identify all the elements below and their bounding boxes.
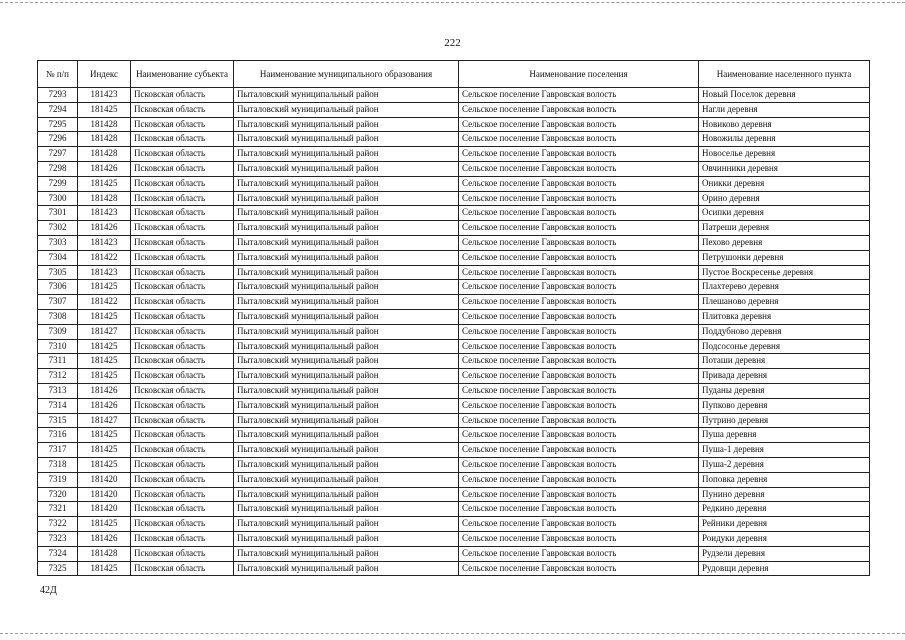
cell-settlement: Сельское поселение Гавровская волость bbox=[459, 443, 699, 458]
cell-index: 181427 bbox=[78, 324, 131, 339]
cell-municipality: Пыталовский муниципальный район bbox=[234, 88, 459, 103]
cell-num: 7325 bbox=[38, 561, 78, 576]
cell-index: 181422 bbox=[78, 250, 131, 265]
cell-settlement: Сельское поселение Гавровская волость bbox=[459, 235, 699, 250]
cell-index: 181426 bbox=[78, 161, 131, 176]
table-row bbox=[38, 147, 870, 162]
cell-subject: Псковская область bbox=[131, 147, 234, 162]
cell-place: Петрушонки деревня bbox=[699, 250, 870, 265]
cell-num: 7320 bbox=[38, 487, 78, 502]
cell-index: 181425 bbox=[78, 428, 131, 443]
cell-place: Овчинники деревня bbox=[699, 161, 870, 176]
cell-settlement: Сельское поселение Гавровская волость bbox=[459, 457, 699, 472]
cell-index: 181425 bbox=[78, 102, 131, 117]
cell-place: Рейники деревня bbox=[699, 517, 870, 532]
cell-municipality: Пыталовский муниципальный район bbox=[234, 206, 459, 221]
cell-index: 181425 bbox=[78, 309, 131, 324]
cell-place: Орино деревня bbox=[699, 191, 870, 206]
cell-place: Оникки деревня bbox=[699, 176, 870, 191]
cell-settlement: Сельское поселение Гавровская волость bbox=[459, 369, 699, 384]
table-row bbox=[38, 161, 870, 176]
cell-num: 7313 bbox=[38, 383, 78, 398]
cell-subject: Псковская область bbox=[131, 531, 234, 546]
cell-settlement: Сельское поселение Гавровская волость bbox=[459, 161, 699, 176]
cell-settlement: Сельское поселение Гавровская волость bbox=[459, 428, 699, 443]
cell-settlement: Сельское поселение Гавровская волость bbox=[459, 502, 699, 517]
cell-place: Пуша-1 деревня bbox=[699, 443, 870, 458]
cell-num: 7295 bbox=[38, 117, 78, 132]
cell-municipality: Пыталовский муниципальный район bbox=[234, 221, 459, 236]
cell-index: 181425 bbox=[78, 369, 131, 384]
cell-settlement: Сельское поселение Гавровская волость bbox=[459, 383, 699, 398]
cell-municipality: Пыталовский муниципальный район bbox=[234, 472, 459, 487]
cell-index: 181428 bbox=[78, 132, 131, 147]
cell-index: 181427 bbox=[78, 413, 131, 428]
cell-subject: Псковская область bbox=[131, 102, 234, 117]
cell-municipality: Пыталовский муниципальный район bbox=[234, 147, 459, 162]
table-row bbox=[38, 265, 870, 280]
cell-municipality: Пыталовский муниципальный район bbox=[234, 339, 459, 354]
cell-subject: Псковская область bbox=[131, 443, 234, 458]
cell-num: 7306 bbox=[38, 280, 78, 295]
cell-settlement: Сельское поселение Гавровская волость bbox=[459, 398, 699, 413]
cell-num: 7323 bbox=[38, 531, 78, 546]
cell-place: Пехово деревня bbox=[699, 235, 870, 250]
settlements-table bbox=[37, 60, 870, 576]
cell-municipality: Пыталовский муниципальный район bbox=[234, 132, 459, 147]
cell-municipality: Пыталовский муниципальный район bbox=[234, 383, 459, 398]
cell-index: 181425 bbox=[78, 354, 131, 369]
cell-municipality: Пыталовский муниципальный район bbox=[234, 413, 459, 428]
cell-num: 7302 bbox=[38, 221, 78, 236]
table-row bbox=[38, 250, 870, 265]
cell-place: Редкино деревня bbox=[699, 502, 870, 517]
cell-settlement: Сельское поселение Гавровская волость bbox=[459, 221, 699, 236]
cell-place: Новый Поселок деревня bbox=[699, 88, 870, 103]
cell-settlement: Сельское поселение Гавровская волость bbox=[459, 413, 699, 428]
cell-municipality: Пыталовский муниципальный район bbox=[234, 546, 459, 561]
cell-settlement: Сельское поселение Гавровская волость bbox=[459, 147, 699, 162]
table-row bbox=[38, 235, 870, 250]
cell-settlement: Сельское поселение Гавровская волость bbox=[459, 324, 699, 339]
cell-num: 7318 bbox=[38, 457, 78, 472]
header-subject: Наименование субъекта bbox=[131, 61, 234, 88]
cell-index: 181428 bbox=[78, 117, 131, 132]
table-row bbox=[38, 531, 870, 546]
cell-num: 7312 bbox=[38, 369, 78, 384]
cell-subject: Псковская область bbox=[131, 191, 234, 206]
cell-place: Пуданы деревня bbox=[699, 383, 870, 398]
cell-municipality: Пыталовский муниципальный район bbox=[234, 531, 459, 546]
cell-index: 181425 bbox=[78, 561, 131, 576]
table-row bbox=[38, 487, 870, 502]
cell-place: Роидуки деревня bbox=[699, 531, 870, 546]
cell-place: Плешаново деревня bbox=[699, 295, 870, 310]
cell-place: Путрино деревня bbox=[699, 413, 870, 428]
table-row bbox=[38, 117, 870, 132]
cell-municipality: Пыталовский муниципальный район bbox=[234, 354, 459, 369]
table-row bbox=[38, 206, 870, 221]
cell-num: 7296 bbox=[38, 132, 78, 147]
table-row bbox=[38, 428, 870, 443]
cell-place: Пустое Воскресенье деревня bbox=[699, 265, 870, 280]
scan-bottom-edge bbox=[0, 633, 905, 634]
cell-place: Поповка деревня bbox=[699, 472, 870, 487]
table-row bbox=[38, 502, 870, 517]
cell-subject: Псковская область bbox=[131, 176, 234, 191]
cell-place: Рудовщи деревня bbox=[699, 561, 870, 576]
cell-subject: Псковская область bbox=[131, 472, 234, 487]
cell-index: 181426 bbox=[78, 531, 131, 546]
cell-municipality: Пыталовский муниципальный район bbox=[234, 502, 459, 517]
header-municipality: Наименование муниципального образования bbox=[234, 61, 459, 88]
cell-subject: Псковская область bbox=[131, 235, 234, 250]
cell-num: 7315 bbox=[38, 413, 78, 428]
cell-settlement: Сельское поселение Гавровская волость bbox=[459, 295, 699, 310]
cell-municipality: Пыталовский муниципальный район bbox=[234, 176, 459, 191]
cell-subject: Псковская область bbox=[131, 546, 234, 561]
cell-place: Патреши деревня bbox=[699, 221, 870, 236]
cell-place: Новоселье деревня bbox=[699, 147, 870, 162]
cell-subject: Псковская область bbox=[131, 369, 234, 384]
cell-settlement: Сельское поселение Гавровская волость bbox=[459, 132, 699, 147]
cell-num: 7322 bbox=[38, 517, 78, 532]
table-row bbox=[38, 383, 870, 398]
cell-index: 181425 bbox=[78, 443, 131, 458]
cell-settlement: Сельское поселение Гавровская волость bbox=[459, 561, 699, 576]
cell-subject: Псковская область bbox=[131, 487, 234, 502]
cell-subject: Псковская область bbox=[131, 280, 234, 295]
cell-index: 181425 bbox=[78, 457, 131, 472]
cell-place: Новожилы деревня bbox=[699, 132, 870, 147]
cell-index: 181428 bbox=[78, 147, 131, 162]
cell-settlement: Сельское поселение Гавровская волость bbox=[459, 517, 699, 532]
header-num: № п/п bbox=[38, 61, 78, 88]
table-row bbox=[38, 339, 870, 354]
cell-settlement: Сельское поселение Гавровская волость bbox=[459, 531, 699, 546]
cell-municipality: Пыталовский муниципальный район bbox=[234, 295, 459, 310]
table-row bbox=[38, 398, 870, 413]
cell-place: Пуша-2 деревня bbox=[699, 457, 870, 472]
cell-subject: Псковская область bbox=[131, 117, 234, 132]
cell-subject: Псковская область bbox=[131, 221, 234, 236]
cell-num: 7307 bbox=[38, 295, 78, 310]
cell-num: 7314 bbox=[38, 398, 78, 413]
cell-num: 7305 bbox=[38, 265, 78, 280]
cell-settlement: Сельское поселение Гавровская волость bbox=[459, 191, 699, 206]
cell-index: 181423 bbox=[78, 206, 131, 221]
cell-num: 7316 bbox=[38, 428, 78, 443]
cell-settlement: Сельское поселение Гавровская волость bbox=[459, 354, 699, 369]
table-row bbox=[38, 369, 870, 384]
cell-municipality: Пыталовский муниципальный район bbox=[234, 457, 459, 472]
cell-subject: Псковская область bbox=[131, 206, 234, 221]
cell-settlement: Сельское поселение Гавровская волость bbox=[459, 176, 699, 191]
cell-num: 7303 bbox=[38, 235, 78, 250]
header-place: Наименование населенного пункта bbox=[699, 61, 870, 88]
footer-code: 42Д bbox=[40, 585, 57, 596]
cell-num: 7311 bbox=[38, 354, 78, 369]
cell-settlement: Сельское поселение Гавровская волость bbox=[459, 265, 699, 280]
cell-place: Пунино деревня bbox=[699, 487, 870, 502]
cell-municipality: Пыталовский муниципальный район bbox=[234, 102, 459, 117]
cell-place: Пуша деревня bbox=[699, 428, 870, 443]
cell-place: Поддубново деревня bbox=[699, 324, 870, 339]
cell-municipality: Пыталовский муниципальный район bbox=[234, 235, 459, 250]
cell-index: 181423 bbox=[78, 235, 131, 250]
cell-subject: Псковская область bbox=[131, 88, 234, 103]
table-row bbox=[38, 457, 870, 472]
cell-place: Подсосонье деревня bbox=[699, 339, 870, 354]
table-row bbox=[38, 132, 870, 147]
cell-index: 181428 bbox=[78, 546, 131, 561]
cell-subject: Псковская область bbox=[131, 398, 234, 413]
table-row bbox=[38, 413, 870, 428]
cell-index: 181420 bbox=[78, 472, 131, 487]
cell-municipality: Пыталовский муниципальный район bbox=[234, 324, 459, 339]
cell-subject: Псковская область bbox=[131, 324, 234, 339]
cell-subject: Псковская область bbox=[131, 250, 234, 265]
cell-subject: Псковская область bbox=[131, 457, 234, 472]
cell-settlement: Сельское поселение Гавровская волость bbox=[459, 88, 699, 103]
cell-settlement: Сельское поселение Гавровская волость bbox=[459, 117, 699, 132]
cell-num: 7298 bbox=[38, 161, 78, 176]
cell-place: Нагли деревня bbox=[699, 102, 870, 117]
cell-num: 7304 bbox=[38, 250, 78, 265]
cell-index: 181425 bbox=[78, 339, 131, 354]
cell-num: 7324 bbox=[38, 546, 78, 561]
cell-municipality: Пыталовский муниципальный район bbox=[234, 280, 459, 295]
table-row bbox=[38, 546, 870, 561]
cell-subject: Псковская область bbox=[131, 339, 234, 354]
cell-subject: Псковская область bbox=[131, 295, 234, 310]
cell-municipality: Пыталовский муниципальный район bbox=[234, 398, 459, 413]
header-settlement: Наименование поселения bbox=[459, 61, 699, 88]
cell-settlement: Сельское поселение Гавровская волость bbox=[459, 280, 699, 295]
cell-num: 7300 bbox=[38, 191, 78, 206]
cell-index: 181423 bbox=[78, 88, 131, 103]
cell-settlement: Сельское поселение Гавровская волость bbox=[459, 206, 699, 221]
table-row bbox=[38, 280, 870, 295]
cell-num: 7299 bbox=[38, 176, 78, 191]
cell-place: Осипки деревня bbox=[699, 206, 870, 221]
cell-subject: Псковская область bbox=[131, 561, 234, 576]
cell-municipality: Пыталовский муниципальный район bbox=[234, 117, 459, 132]
cell-place: Пупково деревня bbox=[699, 398, 870, 413]
cell-place: Плитовка деревня bbox=[699, 309, 870, 324]
cell-index: 181425 bbox=[78, 517, 131, 532]
cell-index: 181425 bbox=[78, 176, 131, 191]
table-header bbox=[38, 61, 870, 88]
cell-settlement: Сельское поселение Гавровская волость bbox=[459, 546, 699, 561]
cell-settlement: Сельское поселение Гавровская волость bbox=[459, 487, 699, 502]
table-row bbox=[38, 354, 870, 369]
table-row bbox=[38, 221, 870, 236]
cell-subject: Псковская область bbox=[131, 265, 234, 280]
cell-num: 7319 bbox=[38, 472, 78, 487]
cell-num: 7293 bbox=[38, 88, 78, 103]
cell-place: Поташи деревня bbox=[699, 354, 870, 369]
cell-index: 181426 bbox=[78, 398, 131, 413]
cell-municipality: Пыталовский муниципальный район bbox=[234, 309, 459, 324]
cell-settlement: Сельское поселение Гавровская волость bbox=[459, 339, 699, 354]
table-row bbox=[38, 472, 870, 487]
cell-num: 7321 bbox=[38, 502, 78, 517]
cell-municipality: Пыталовский муниципальный район bbox=[234, 369, 459, 384]
cell-place: Рудзели деревня bbox=[699, 546, 870, 561]
cell-subject: Псковская область bbox=[131, 383, 234, 398]
cell-settlement: Сельское поселение Гавровская волость bbox=[459, 250, 699, 265]
cell-municipality: Пыталовский муниципальный район bbox=[234, 443, 459, 458]
table-row bbox=[38, 443, 870, 458]
cell-index: 181422 bbox=[78, 295, 131, 310]
table-row bbox=[38, 295, 870, 310]
table-row bbox=[38, 309, 870, 324]
cell-municipality: Пыталовский муниципальный район bbox=[234, 250, 459, 265]
cell-municipality: Пыталовский муниципальный район bbox=[234, 428, 459, 443]
table-row bbox=[38, 102, 870, 117]
cell-municipality: Пыталовский муниципальный район bbox=[234, 517, 459, 532]
table-row bbox=[38, 176, 870, 191]
cell-subject: Псковская область bbox=[131, 517, 234, 532]
cell-index: 181420 bbox=[78, 487, 131, 502]
cell-municipality: Пыталовский муниципальный район bbox=[234, 487, 459, 502]
cell-municipality: Пыталовский муниципальный район bbox=[234, 191, 459, 206]
cell-num: 7308 bbox=[38, 309, 78, 324]
page-number: 222 bbox=[444, 37, 461, 49]
table-row bbox=[38, 88, 870, 103]
cell-subject: Псковская область bbox=[131, 502, 234, 517]
cell-place: Плахтерево деревня bbox=[699, 280, 870, 295]
cell-subject: Псковская область bbox=[131, 132, 234, 147]
cell-municipality: Пыталовский муниципальный район bbox=[234, 265, 459, 280]
cell-num: 7297 bbox=[38, 147, 78, 162]
cell-municipality: Пыталовский муниципальный район bbox=[234, 161, 459, 176]
cell-index: 181423 bbox=[78, 265, 131, 280]
cell-subject: Псковская область bbox=[131, 309, 234, 324]
cell-settlement: Сельское поселение Гавровская волость bbox=[459, 472, 699, 487]
scan-top-edge bbox=[0, 2, 905, 3]
cell-num: 7309 bbox=[38, 324, 78, 339]
table-body bbox=[38, 88, 870, 576]
cell-num: 7310 bbox=[38, 339, 78, 354]
table-row bbox=[38, 324, 870, 339]
cell-num: 7317 bbox=[38, 443, 78, 458]
header-index: Индекс bbox=[78, 61, 131, 88]
cell-index: 181426 bbox=[78, 383, 131, 398]
table-row bbox=[38, 561, 870, 576]
cell-settlement: Сельское поселение Гавровская волость bbox=[459, 309, 699, 324]
cell-place: Привада деревня bbox=[699, 369, 870, 384]
cell-subject: Псковская область bbox=[131, 354, 234, 369]
header-row bbox=[38, 61, 870, 88]
cell-settlement: Сельское поселение Гавровская волость bbox=[459, 102, 699, 117]
cell-subject: Псковская область bbox=[131, 413, 234, 428]
cell-index: 181426 bbox=[78, 221, 131, 236]
cell-subject: Псковская область bbox=[131, 161, 234, 176]
cell-municipality: Пыталовский муниципальный район bbox=[234, 561, 459, 576]
cell-subject: Псковская область bbox=[131, 428, 234, 443]
cell-num: 7294 bbox=[38, 102, 78, 117]
table-row bbox=[38, 517, 870, 532]
cell-index: 181428 bbox=[78, 191, 131, 206]
cell-index: 181420 bbox=[78, 502, 131, 517]
cell-num: 7301 bbox=[38, 206, 78, 221]
cell-index: 181425 bbox=[78, 280, 131, 295]
cell-place: Новиково деревня bbox=[699, 117, 870, 132]
table-row bbox=[38, 191, 870, 206]
